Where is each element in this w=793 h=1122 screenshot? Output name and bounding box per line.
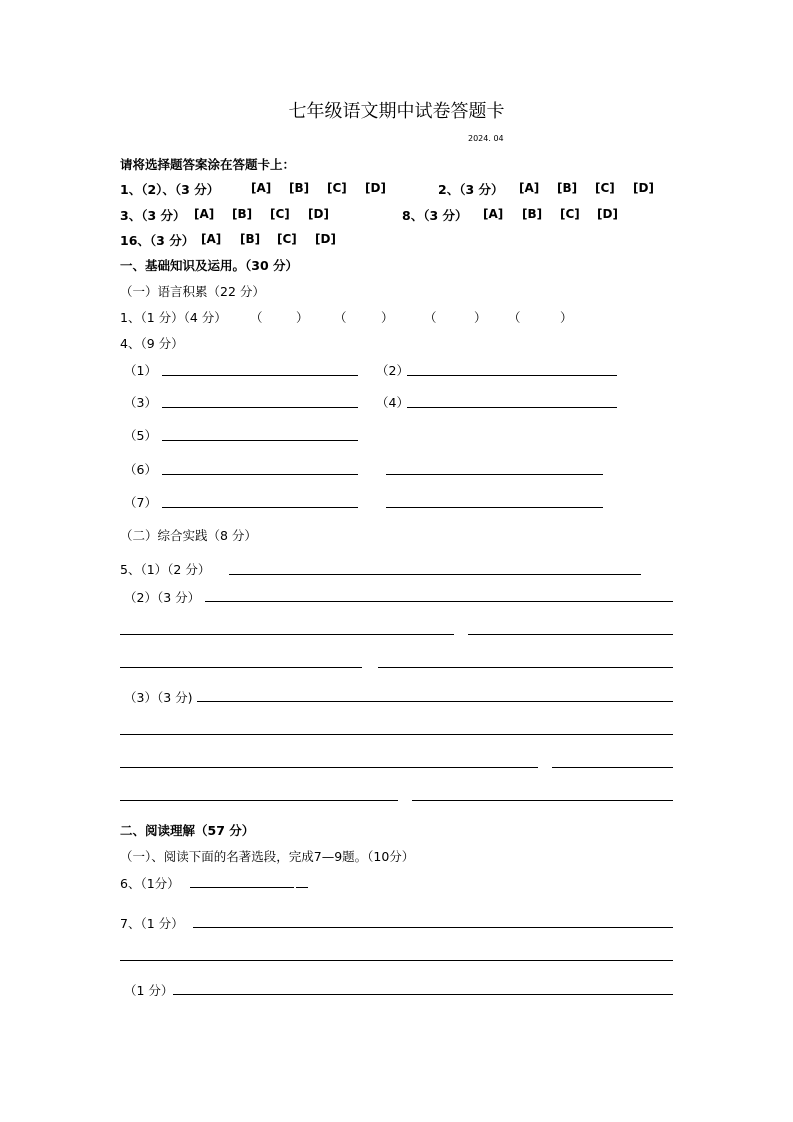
q4-label: 4、（9 分） xyxy=(120,336,184,351)
choice-q1-label: 1、（2）、（3 分） xyxy=(120,182,220,197)
q2-option-d[interactable]: [D] xyxy=(633,181,654,195)
q4-answer-line-7a[interactable] xyxy=(162,507,358,508)
q3-option-d[interactable]: [D] xyxy=(308,207,329,221)
q7-answer-line-2b[interactable] xyxy=(606,960,673,961)
q6-answer-line-a[interactable] xyxy=(190,887,254,888)
choice-instruction: 请将选择题答案涂在答题卡上： xyxy=(120,157,296,172)
q4-item-7: （7） xyxy=(124,495,157,510)
q6-answer-line-c[interactable] xyxy=(296,887,308,888)
q5-3-label: （3）（3 分) xyxy=(124,690,193,705)
q5-3-answer-line-3c[interactable] xyxy=(642,767,673,768)
paren-open-1: （ xyxy=(250,310,263,325)
part1-heading: 一、基础知识及运用。（30 分） xyxy=(120,258,298,273)
q4-item-6: （6） xyxy=(124,462,157,477)
q6-label: 6、（1分） xyxy=(120,876,180,891)
q5-3-answer-line-3b[interactable] xyxy=(552,767,642,768)
paren-open-3: （ xyxy=(424,310,437,325)
q5-2-answer-line-3a[interactable] xyxy=(120,667,362,668)
part1-sub2: （二）综合实践（8 分） xyxy=(120,528,257,543)
q1-option-b[interactable]: [B] xyxy=(289,181,310,195)
q5-3-answer-line-3a[interactable] xyxy=(120,767,538,768)
paren-open-2: （ xyxy=(334,310,347,325)
q7b-label: （1 分） xyxy=(124,983,174,998)
q4-answer-line-6a[interactable] xyxy=(162,474,358,475)
q3-option-c[interactable]: [C] xyxy=(270,207,290,221)
q4-answer-line-4[interactable] xyxy=(407,407,617,408)
q5-2-answer-line-2a[interactable] xyxy=(120,634,454,635)
paren-close-4: ） xyxy=(560,310,573,325)
q5-2-answer-line-3c[interactable] xyxy=(642,667,673,668)
q7-answer-line-1a[interactable] xyxy=(193,927,625,928)
q8-option-d[interactable]: [D] xyxy=(597,207,618,221)
q5-2-answer-line-2c[interactable] xyxy=(642,634,673,635)
q4-answer-line-6b[interactable] xyxy=(386,474,603,475)
q8-option-a[interactable]: [A] xyxy=(483,207,504,221)
q5-1-label: 5、（1）（2 分） xyxy=(120,562,211,577)
q5-1-answer-line[interactable] xyxy=(229,574,641,575)
q4-item-3: （3） xyxy=(124,395,157,410)
choice-q16-label: 16、（3 分） xyxy=(120,233,195,248)
paren-close-1: ） xyxy=(296,310,309,325)
q1-option-d[interactable]: [D] xyxy=(365,181,386,195)
page-title: 七年级语文期中试卷答题卡 xyxy=(288,101,505,122)
paren-open-4: （ xyxy=(508,310,521,325)
q4-answer-line-7b[interactable] xyxy=(386,507,603,508)
q7b-answer-line-a[interactable] xyxy=(173,994,659,995)
q4-item-5: （5） xyxy=(124,428,157,443)
exam-date: 2024. 04 xyxy=(468,134,504,143)
q7-answer-line-2a[interactable] xyxy=(120,960,606,961)
q8-option-c[interactable]: [C] xyxy=(560,207,580,221)
q4-item-2: （2） xyxy=(376,363,409,378)
q16-option-b[interactable]: [B] xyxy=(240,232,261,246)
q4-answer-line-3[interactable] xyxy=(162,407,358,408)
q6-answer-line-b[interactable] xyxy=(254,887,294,888)
q16-option-c[interactable]: [C] xyxy=(277,232,297,246)
q4-answer-line-1[interactable] xyxy=(162,375,358,376)
q1-label: 1、（1 分）（4 分） xyxy=(120,310,227,325)
q5-2-answer-line-2b[interactable] xyxy=(468,634,642,635)
q5-2-answer-line-1[interactable] xyxy=(205,601,673,602)
q2-option-b[interactable]: [B] xyxy=(557,181,578,195)
part1-sub1: （一）语言积累（22 分） xyxy=(120,284,265,299)
q5-3-answer-line-4a[interactable] xyxy=(120,800,398,801)
part2-heading: 二、阅读理解（57 分） xyxy=(120,823,255,838)
q5-2-answer-line-3b[interactable] xyxy=(378,667,642,668)
part2-sub1: （一）、阅读下面的名著选段，完成7—9题。（10分） xyxy=(120,849,415,864)
q3-option-a[interactable]: [A] xyxy=(194,207,215,221)
q2-option-a[interactable]: [A] xyxy=(519,181,540,195)
q1-option-a[interactable]: [A] xyxy=(251,181,272,195)
q2-option-c[interactable]: [C] xyxy=(595,181,615,195)
q7b-answer-line-b[interactable] xyxy=(659,994,673,995)
q5-3-answer-line-1[interactable] xyxy=(197,701,673,702)
choice-q2-label: 2、（3 分） xyxy=(438,182,504,197)
q5-2-label: （2）（3 分） xyxy=(124,590,201,605)
q5-3-answer-line-2a[interactable] xyxy=(120,734,628,735)
choice-q8-label: 8、（3 分） xyxy=(402,208,468,223)
q4-answer-line-2[interactable] xyxy=(407,375,617,376)
q5-3-answer-line-2b[interactable] xyxy=(628,734,673,735)
q3-option-b[interactable]: [B] xyxy=(232,207,253,221)
q7-answer-line-1b[interactable] xyxy=(625,927,673,928)
q5-3-answer-line-4b[interactable] xyxy=(412,800,642,801)
q4-item-4: （4） xyxy=(376,395,409,410)
q16-option-a[interactable]: [A] xyxy=(201,232,222,246)
q5-3-answer-line-4c[interactable] xyxy=(642,800,673,801)
q16-option-d[interactable]: [D] xyxy=(315,232,336,246)
paren-close-3: ） xyxy=(474,310,487,325)
q7-label: 7、（1 分） xyxy=(120,916,184,931)
q1-option-c[interactable]: [C] xyxy=(327,181,347,195)
paren-close-2: ） xyxy=(381,310,394,325)
choice-q3-label: 3、（3 分） xyxy=(120,208,186,223)
q4-item-1: （1） xyxy=(124,363,157,378)
q8-option-b[interactable]: [B] xyxy=(522,207,543,221)
q4-answer-line-5[interactable] xyxy=(162,440,358,441)
